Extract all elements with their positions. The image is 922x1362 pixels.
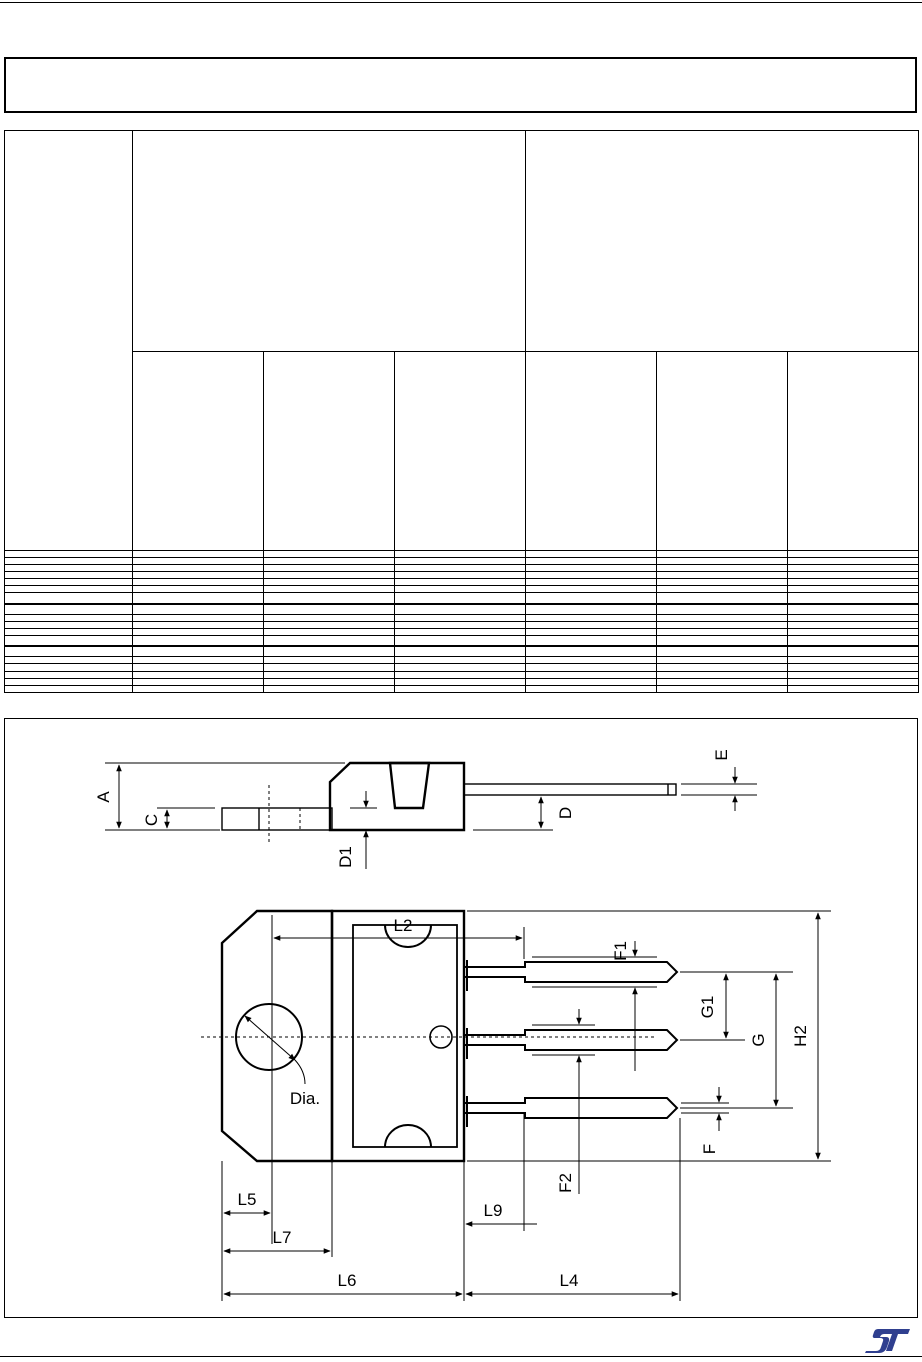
side-tab: [222, 808, 332, 830]
table-row: [5, 636, 919, 647]
table-cell: [395, 586, 526, 593]
table-cell: [133, 614, 264, 621]
table-row: [5, 678, 919, 685]
table-cell: [788, 557, 919, 564]
table-cell: [788, 664, 919, 671]
label-F: F: [700, 1143, 719, 1155]
label-A: A: [94, 791, 113, 803]
label-L6: L6: [337, 1271, 357, 1290]
table-cell: [657, 678, 788, 685]
table-cell: [657, 579, 788, 586]
table-row: [5, 685, 919, 692]
table-row: [5, 572, 919, 579]
top-rule: [0, 2, 922, 3]
table-cell: [395, 646, 526, 657]
table-cell: [657, 664, 788, 671]
table-cell: [5, 685, 133, 692]
table-cell: [264, 646, 395, 657]
table-cell: [133, 351, 264, 550]
table-cell: [133, 557, 264, 564]
table-cell: [395, 572, 526, 579]
table-header-dim: [5, 131, 133, 551]
label-D1: D1: [336, 846, 355, 868]
table-cell: [5, 579, 133, 586]
table-cell: [395, 678, 526, 685]
table-cell: [264, 572, 395, 579]
table-cell: [395, 671, 526, 678]
table-cell: [133, 604, 264, 615]
table-cell: [5, 657, 133, 664]
table-cell: [264, 550, 395, 557]
table-cell: [395, 593, 526, 604]
table-cell: [133, 564, 264, 571]
st-logo-icon: [862, 1325, 914, 1355]
table-cell: [526, 621, 657, 628]
table-cell: [5, 678, 133, 685]
table-cell: [526, 351, 657, 550]
table-cell: [526, 586, 657, 593]
table-cell: [264, 564, 395, 571]
table-cell: [264, 685, 395, 692]
table-cell: [264, 657, 395, 664]
table-cell: [395, 657, 526, 664]
table-cell: [395, 557, 526, 564]
table-cell: [526, 557, 657, 564]
table-cell: [657, 557, 788, 564]
table-row: [5, 604, 919, 615]
table-cell: [264, 557, 395, 564]
side-body: [330, 763, 464, 830]
table-cell: [657, 564, 788, 571]
table-cell: [788, 614, 919, 621]
label-L9: L9: [483, 1201, 503, 1220]
label-dia: Dia.: [289, 1089, 321, 1108]
table-cell: [657, 351, 788, 550]
table-cell: [526, 572, 657, 579]
label-D: D: [556, 806, 575, 820]
table-cell: [526, 685, 657, 692]
table-cell: [657, 685, 788, 692]
table-cell: [264, 586, 395, 593]
table-cell: [657, 671, 788, 678]
table-cell: [5, 646, 133, 657]
table-header-row: [5, 131, 919, 352]
table-cell: [788, 564, 919, 571]
table-row: [5, 564, 919, 571]
table-cell: [395, 550, 526, 557]
table-cell: [395, 564, 526, 571]
side-notch: [390, 763, 429, 808]
table-cell: [133, 572, 264, 579]
table-cell: [526, 628, 657, 635]
table-cell: [133, 678, 264, 685]
table-header-group-1: [133, 131, 526, 352]
table-row: [5, 579, 919, 586]
label-H2: H2: [791, 1025, 810, 1047]
table-cell: [133, 628, 264, 635]
table-row: [5, 593, 919, 604]
table-cell: [526, 579, 657, 586]
table-cell: [526, 636, 657, 647]
table-cell: [788, 685, 919, 692]
label-C: C: [142, 813, 161, 827]
table-cell: [133, 646, 264, 657]
table-cell: [526, 646, 657, 657]
table-cell: [5, 671, 133, 678]
table-cell: [5, 593, 133, 604]
table-cell: [133, 579, 264, 586]
table-row: [5, 550, 919, 557]
table-subheader-row: [5, 351, 919, 550]
table-cell: [395, 614, 526, 621]
table-cell: [395, 636, 526, 647]
table-cell: [5, 636, 133, 647]
table-cell: [395, 351, 526, 550]
table-cell: [526, 593, 657, 604]
table-cell: [5, 664, 133, 671]
table-cell: [788, 572, 919, 579]
label-F1: F1: [611, 941, 630, 961]
drawing-svg: [5, 719, 919, 1319]
table-cell: [133, 657, 264, 664]
table-cell: [395, 628, 526, 635]
lead-2: [464, 1030, 677, 1050]
table-cell: [5, 564, 133, 571]
side-view: [105, 763, 757, 869]
table-cell: [657, 628, 788, 635]
table-row: [5, 664, 919, 671]
table-cell: [264, 664, 395, 671]
table-cell: [526, 678, 657, 685]
table-cell: [264, 628, 395, 635]
table-cell: [5, 557, 133, 564]
table-cell: [788, 604, 919, 615]
table-cell: [264, 351, 395, 550]
table-cell: [5, 586, 133, 593]
side-lead: [464, 784, 676, 795]
table-cell: [133, 550, 264, 557]
label-L7: L7: [272, 1228, 292, 1247]
table-cell: [788, 550, 919, 557]
table-cell: [133, 593, 264, 604]
table-row: [5, 614, 919, 621]
label-G1: G1: [698, 995, 717, 1019]
table-cell: [395, 604, 526, 615]
table-cell: [657, 572, 788, 579]
label-L2: L2: [393, 916, 413, 935]
table-cell: [526, 564, 657, 571]
table-cell: [657, 657, 788, 664]
table-cell: [657, 593, 788, 604]
lead-1: [464, 962, 677, 982]
table-cell: [5, 621, 133, 628]
body-outline: [332, 911, 464, 1161]
table-cell: [264, 678, 395, 685]
table-cell: [657, 550, 788, 557]
table-cell: [657, 586, 788, 593]
table-cell: [657, 646, 788, 657]
table-cell: [788, 593, 919, 604]
table-cell: [788, 351, 919, 550]
table-cell: [133, 685, 264, 692]
table-cell: [657, 604, 788, 615]
table-row: [5, 557, 919, 564]
table-cell: [788, 621, 919, 628]
label-F2: F2: [556, 1173, 575, 1193]
dimensions-table: [4, 130, 919, 693]
table-cell: [5, 604, 133, 615]
table-cell: [133, 671, 264, 678]
table-cell: [788, 628, 919, 635]
table-cell: [133, 586, 264, 593]
lead-3: [464, 1098, 677, 1118]
table-cell: [788, 678, 919, 685]
table-cell: [788, 657, 919, 664]
table-cell: [264, 604, 395, 615]
table-cell: [5, 628, 133, 635]
table-cell: [526, 657, 657, 664]
table-cell: [264, 614, 395, 621]
label-E: E: [712, 749, 731, 761]
table-cell: [788, 586, 919, 593]
table-cell: [526, 671, 657, 678]
title-box: [4, 57, 917, 113]
table-cell: [264, 593, 395, 604]
table-cell: [788, 671, 919, 678]
bottom-rule: [0, 1356, 922, 1357]
table-cell: [264, 579, 395, 586]
table-cell: [395, 664, 526, 671]
table-row: [5, 657, 919, 664]
table-cell: [5, 550, 133, 557]
label-G: G: [749, 1033, 768, 1047]
table-cell: [264, 671, 395, 678]
table-row: [5, 671, 919, 678]
table-body: [5, 550, 919, 692]
table-cell: [657, 614, 788, 621]
table-cell: [133, 621, 264, 628]
table-cell: [788, 646, 919, 657]
table-cell: [526, 664, 657, 671]
table-cell: [264, 636, 395, 647]
table-cell: [526, 614, 657, 621]
tab-outline: [222, 911, 332, 1161]
table-cell: [788, 636, 919, 647]
table-row: [5, 586, 919, 593]
table-cell: [395, 621, 526, 628]
table-cell: [5, 572, 133, 579]
table-cell: [526, 550, 657, 557]
table-cell: [526, 604, 657, 615]
table-cell: [264, 621, 395, 628]
table-header-group-2: [526, 131, 919, 352]
package-drawing: [4, 718, 918, 1318]
table-cell: [395, 579, 526, 586]
table-cell: [657, 621, 788, 628]
table-cell: [5, 614, 133, 621]
label-L5: L5: [237, 1190, 257, 1209]
table-cell: [788, 579, 919, 586]
table-cell: [395, 685, 526, 692]
table-row: [5, 621, 919, 628]
label-L4: L4: [559, 1271, 579, 1290]
table-row: [5, 628, 919, 635]
table-cell: [133, 636, 264, 647]
table-cell: [657, 636, 788, 647]
table-row: [5, 646, 919, 657]
table-cell: [133, 664, 264, 671]
